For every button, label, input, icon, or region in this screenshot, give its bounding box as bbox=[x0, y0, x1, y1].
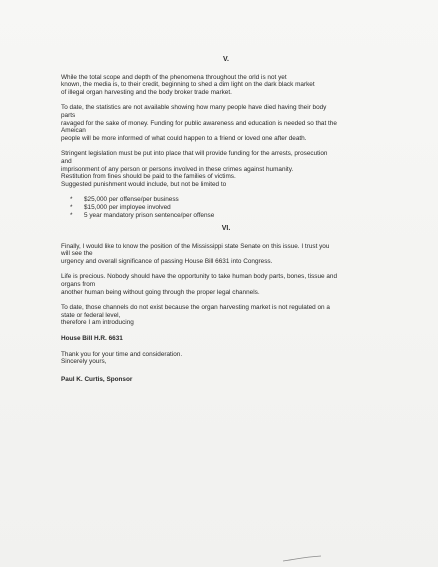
bullet-marker: * bbox=[70, 211, 73, 219]
closing bbox=[61, 351, 391, 366]
text-line: Finally, I would like to know the position of the Mississippi state Senate on this issue. I trust you bbox=[61, 242, 330, 250]
list-item-text: $15,000 per imployee involved bbox=[84, 203, 171, 211]
bill-title: House Bill H.R. 6631 bbox=[61, 335, 123, 343]
text-line: imprisonment of any person or persons involved in these crimes against humanity. bbox=[61, 165, 294, 173]
bullet-marker: * bbox=[70, 203, 73, 211]
list-item-text: 5 year mandatory prison sentence/per offense bbox=[84, 211, 215, 219]
text-line: While the total scope and depth of the phenomena throughout the orld is not yet bbox=[61, 73, 287, 81]
text-line: Restitution from fines should be paid to the families of victims. bbox=[61, 173, 236, 181]
section-v-paragraph-2 bbox=[61, 104, 391, 142]
text-line: and bbox=[61, 157, 72, 165]
section-vi-paragraph-1 bbox=[61, 243, 391, 266]
section-vi-paragraph-2 bbox=[61, 273, 391, 296]
list-item-text: $25,000 per offense/per business bbox=[84, 196, 179, 204]
section-v-paragraph-3 bbox=[61, 150, 391, 188]
section-vi-paragraph-3 bbox=[61, 304, 391, 327]
document-body bbox=[61, 56, 391, 383]
text-line: therefore I am introducing bbox=[61, 319, 134, 327]
text-line: people will be more informed of what could happen to a friend or loved one after death. bbox=[61, 134, 307, 142]
section-v-heading: V. bbox=[223, 56, 229, 63]
text-line: urgency and overall significance of passing House Bill 6631 into Congress. bbox=[61, 257, 273, 265]
text-line: Life is precious. Nobody should have the opportunity to take human body parts, bones, tissue and bbox=[61, 273, 338, 281]
text-line: state or federal level, bbox=[61, 311, 121, 319]
text-line: To date, the statistics are not available showing how many people have died having their body bbox=[61, 104, 327, 112]
signature: Paul K. Curtis, Sponsor bbox=[61, 375, 133, 383]
text-line: will see the bbox=[61, 250, 93, 258]
text-line: another human being without going through the proper legal channels. bbox=[61, 288, 260, 296]
pen-mark-icon bbox=[282, 555, 322, 563]
text-line: Ameican bbox=[61, 127, 86, 135]
text-line: Stringent legislation must be put into place that will provide funding for the arrests, prosecution bbox=[61, 150, 328, 158]
text-line: To date, those channels do not exist because the organ harvesting market is not regulated on a bbox=[61, 304, 330, 312]
section-vi-heading: VI. bbox=[221, 225, 231, 233]
text-line: Thank you for your time and consideration. bbox=[61, 350, 183, 358]
bullet-marker: * bbox=[70, 196, 73, 204]
list-item bbox=[70, 212, 391, 220]
section-v-paragraph-1 bbox=[61, 74, 391, 97]
list-item bbox=[70, 196, 391, 204]
text-line: ravaged for the sake of money. Funding for public awareness and education is needed so that the bbox=[61, 119, 337, 127]
text-line: organs from bbox=[61, 281, 96, 289]
text-line: parts bbox=[61, 111, 76, 119]
punishment-list bbox=[61, 196, 391, 219]
text-line: of illegal organ harvesting and the body broker trade market. bbox=[61, 88, 232, 96]
list-item bbox=[70, 204, 391, 212]
text-line: Suggested punishment would include, but not be limited to bbox=[61, 180, 227, 188]
text-line: known, the media is, to their credit, beginning to shed a dim light on the dark black market bbox=[61, 81, 315, 89]
text-line: Sincerely yours, bbox=[61, 358, 107, 366]
